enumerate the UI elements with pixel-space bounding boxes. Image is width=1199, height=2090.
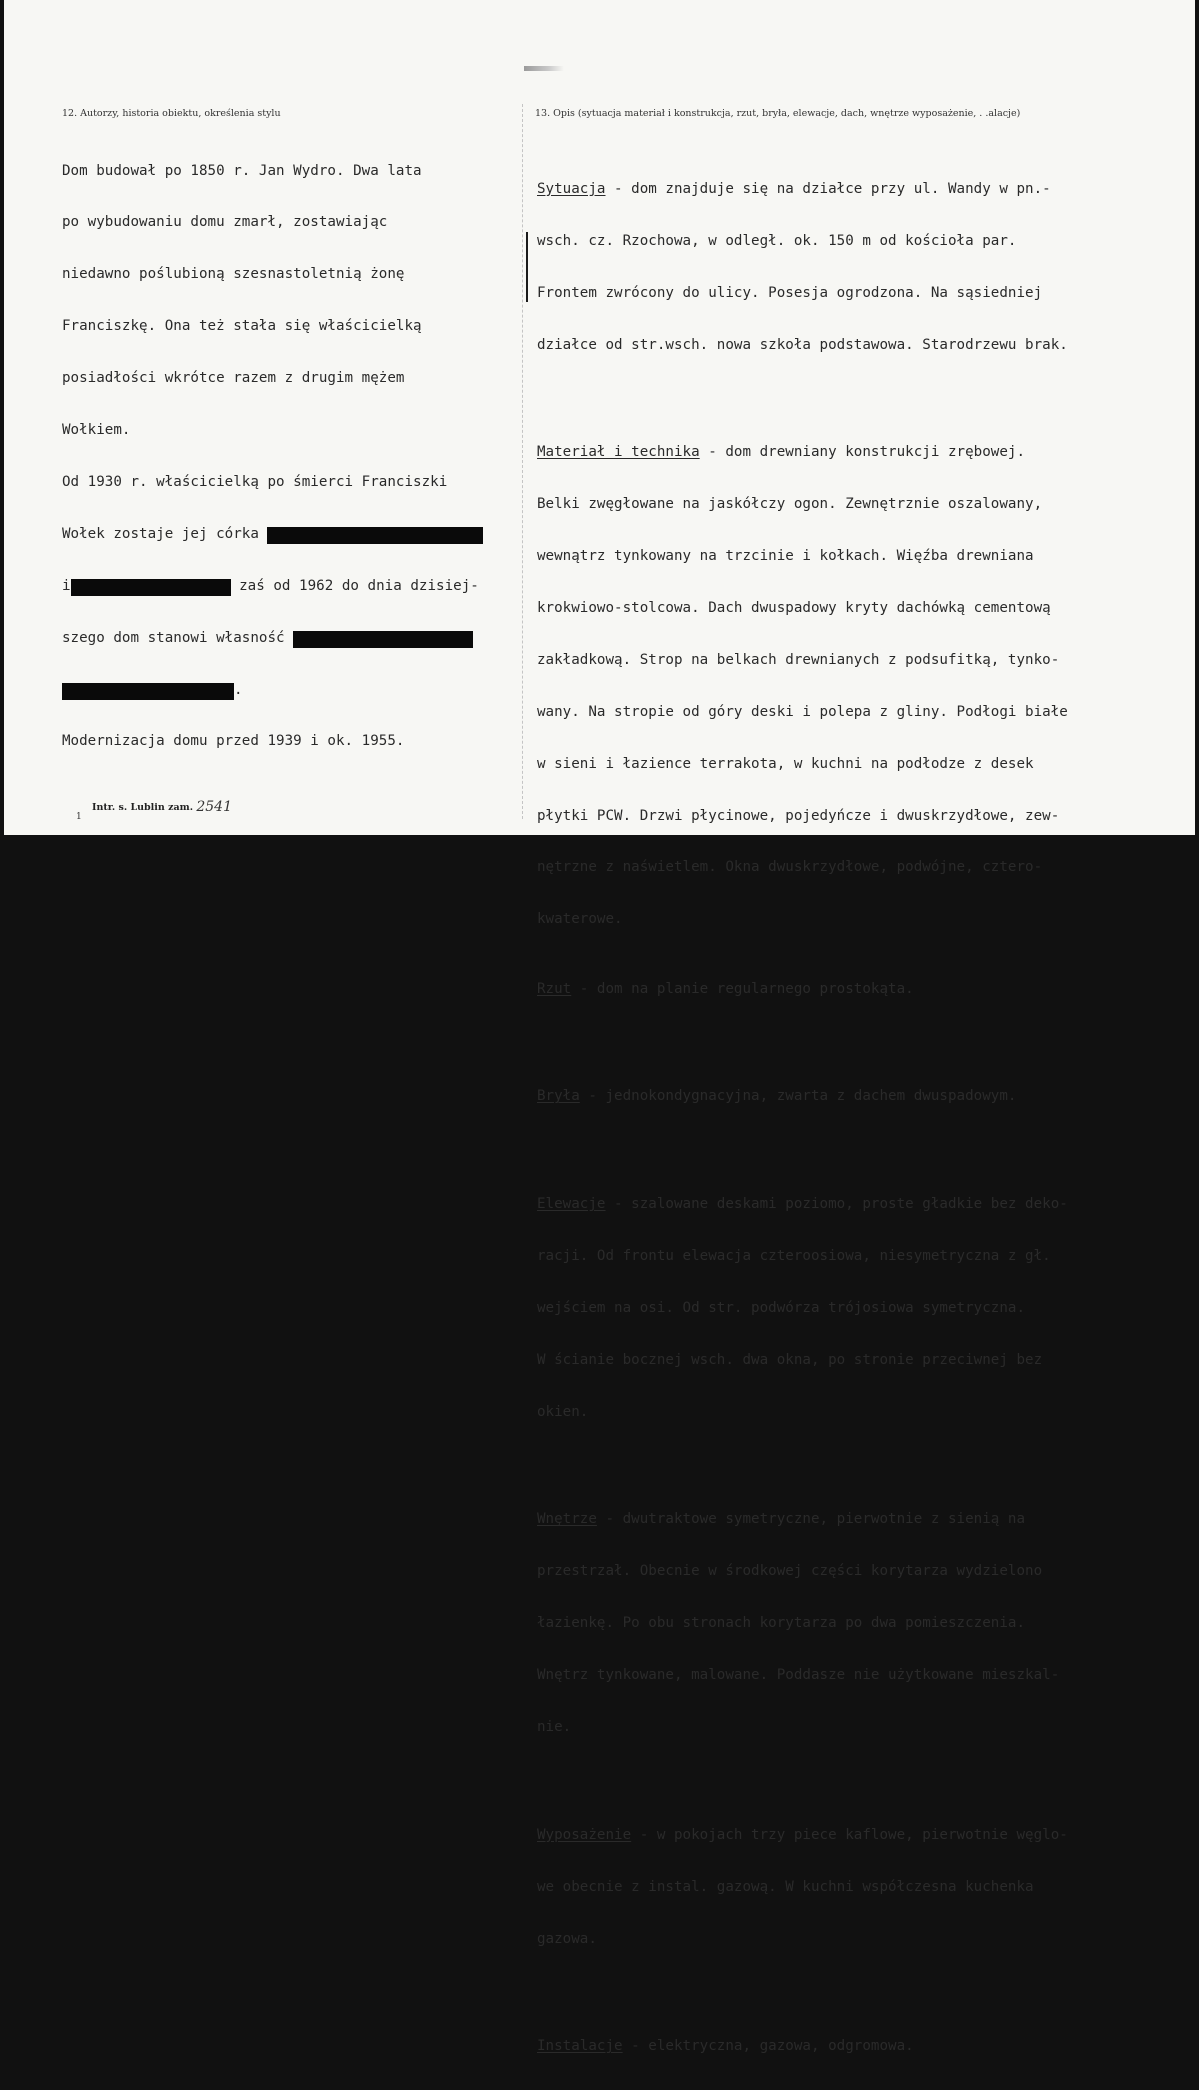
document-card <box>4 0 1195 2055</box>
history-text <box>62 128 483 785</box>
margin-bar <box>526 232 528 302</box>
text-line <box>62 578 483 595</box>
text-line: kwaterowe. <box>537 911 623 928</box>
section-heading-rzut: Rzut <box>537 980 572 997</box>
text-line: Wyposażenie - w pokojach trzy piece kaflowe, pierwotnie węglo- <box>537 1826 1068 1843</box>
text-line: we obecnie z instal. gazową. W kuchni współczesna kuchenka <box>537 1878 1034 1895</box>
section-heading-wnetrze: Wnętrze <box>537 1511 597 1528</box>
text-fragment: Wołek zostaje jej córka <box>62 525 268 542</box>
text-line: Materiał i technika - dom drewniany konstrukcji zrębowej. <box>537 444 1026 461</box>
text-line: wsch. cz. Rzochowa, w odległ. ok. 150 m od kościoła par. <box>537 232 1017 249</box>
text-line: wany. Na stropie od góry deski i polepa z gliny. Podłogi białe <box>537 703 1068 720</box>
section-heading-wyposazenie: Wyposażenie <box>537 1826 632 1843</box>
text-line: Elewacje - szalowane deskami poziomo, proste gładkie bez deko- <box>537 1196 1068 1213</box>
text-line: działce od str.wsch. nowa szkoła podstawowa. Starodrzewu brak. <box>537 336 1068 353</box>
text-line <box>62 526 483 543</box>
redaction-bar <box>71 579 231 596</box>
redaction-bar <box>267 527 483 544</box>
text-line: krokwiowo-stolcowa. Dach dwuspadowy kryty dachówką cementową <box>537 600 1051 617</box>
text-line <box>62 682 483 699</box>
text-line: Bryła - jednokondygnacyjna, zwarta z dachem dwuspadowym. <box>537 1088 1017 1105</box>
text-line: Frontem zwrócony do ulicy. Posesja ogrodzona. Na sąsiedniej <box>537 284 1043 301</box>
text-line: Wołkiem. <box>62 422 131 439</box>
text-line: nętrzne z naświetlem. Okna dwuskrzydłowe, podwójne, cztero- <box>537 859 1043 876</box>
text-line: po wybudowaniu domu zmarł, zostawiając <box>62 214 388 231</box>
text-line: Instalacje - elektryczna, gazowa, odgromowa. <box>537 2038 914 2055</box>
handwritten-number: 2541 <box>196 799 232 815</box>
section-heading-instalacje: Instalacje <box>537 2038 623 2055</box>
text-line: Dom budował po 1850 r. Jan Wydro. Dwa lata <box>62 162 422 179</box>
print-stamp: Intr. s. Lublin zam. 2541 <box>92 799 232 815</box>
text-line: zakładkową. Strop na belkach drewnianych z podsufitką, tynko- <box>537 651 1060 668</box>
text-line: wewnątrz tynkowany na trzcinie i kołkach. Więźba drewniana <box>537 548 1034 565</box>
text-line: przestrzał. Obecnie w środkowej części korytarza wydzielono <box>537 1563 1043 1580</box>
section-heading-elewacje: Elewacje <box>537 1196 606 1213</box>
text-line: w sieni i łazience terrakota, w kuchni na podłodze z desek <box>537 755 1034 772</box>
text-line: Od 1930 r. właścicielką po śmierci Franciszki <box>62 473 448 490</box>
redaction-bar <box>293 631 473 648</box>
text-line: Franciszkę. Ona też stała się właścicielką <box>62 318 422 335</box>
text-line: niedawno poślubioną szesnastoletnią żonę <box>62 266 405 283</box>
text-line: okien. <box>537 1403 589 1420</box>
corner-number: 1 <box>76 812 82 822</box>
text-line <box>62 630 483 647</box>
section-heading-bryla: Bryła <box>537 1088 580 1105</box>
description-text <box>537 129 1068 2090</box>
text-fragment: i <box>62 577 71 594</box>
text-line: Sytuacja - dom znajduje się na działce przy ul. Wandy w pn.- <box>537 180 1051 197</box>
scan-border <box>0 835 1199 843</box>
text-fragment: zaś od 1962 do dnia dzisiej- <box>230 577 479 594</box>
text-fragment: . <box>234 681 243 698</box>
text-line: racji. Od frontu elewacja czteroosiowa, niesymetryczna z gł. <box>537 1248 1051 1264</box>
right-section-header: 13. Opis (sytuacja materiał i konstrukcja, rzut, bryła, elewacje, dach, wnętrze wyposażenie, . .alacje) <box>535 108 1021 119</box>
text-line: Rzut - dom na planie regularnego prostokąta. <box>537 980 914 997</box>
text-line: Wnętrze - dwutraktowe symetryczne, pierwotnie z sienią na <box>537 1511 1026 1528</box>
text-line: nie. <box>537 1719 572 1736</box>
text-line: posiadłości wkrótce razem z drugim mężem <box>62 370 405 387</box>
column-divider <box>522 104 523 819</box>
section-heading-material: Materiał i technika <box>537 444 700 461</box>
left-section-header: 12. Autorzy, historia obiektu, określenia stylu <box>62 108 281 119</box>
section-heading-sytuacja: Sytuacja <box>537 180 606 197</box>
redaction-bar <box>62 683 234 700</box>
scan-mark <box>524 66 564 71</box>
text-line: gazowa. <box>537 1930 597 1947</box>
text-line: W ścianie bocznej wsch. dwa okna, po stronie przeciwnej bez <box>537 1351 1043 1368</box>
text-line: łazienkę. Po obu stronach korytarza po dwa pomieszczenia. <box>537 1615 1026 1632</box>
text-line: wejściem na osi. Od str. podwórza trójosiowa symetryczna. <box>537 1299 1026 1316</box>
text-line: Modernizacja domu przed 1939 i ok. 1955. <box>62 733 405 750</box>
text-fragment: szego dom stanowi własność <box>62 629 294 646</box>
text-line: Belki zwęgłowane na jaskółczy ogon. Zewnętrznie oszalowany, <box>537 496 1043 513</box>
text-line: Wnętrz tynkowane, malowane. Poddasze nie użytkowane mieszkal- <box>537 1667 1060 1684</box>
text-line: płytki PCW. Drzwi płycinowe, pojedyńcze i dwuskrzydłowe, zew- <box>537 807 1060 824</box>
